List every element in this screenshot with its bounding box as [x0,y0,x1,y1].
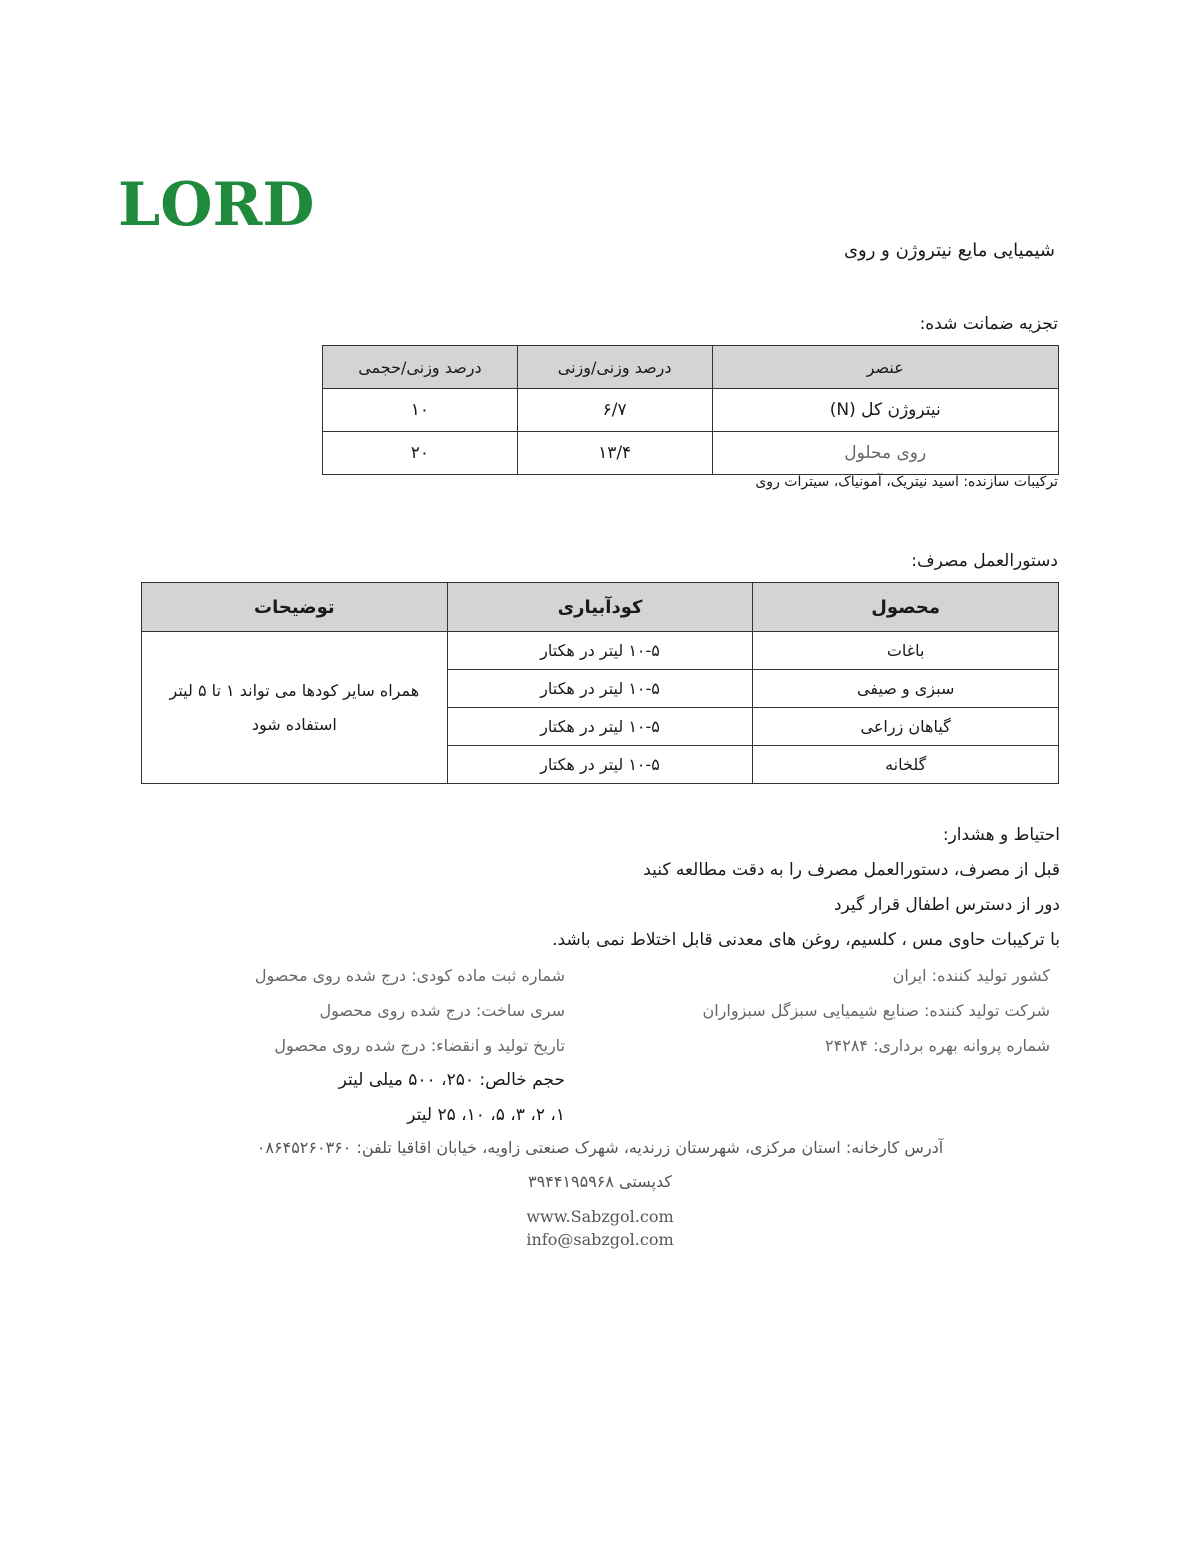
product-info [160,958,565,1133]
contact-block [0,1205,1200,1251]
table-row [323,432,1059,475]
factory-address: آدرس کارخانه: استان مرکزی، شهرستان زرندیه، شهرک صنعتی زاویه، خیابان اقاقیا تلفن: ۰۸۶۴۵۲۶۰۳۶۰ [256,1138,944,1157]
header-product: محصول [753,583,1059,632]
ingredients-note: ترکیبات سازنده: اسید نیتریک، آمونیاک، سیترات روی [755,474,1058,490]
cell-element: نیتروژن کل (N) [712,389,1059,432]
usage-heading: دستورالعمل مصرف: [911,551,1058,571]
warning-section [552,818,1060,958]
usage-table [141,582,1059,784]
lord-logo [116,170,315,240]
cell-dose: ۱۰-۵ لیتر در هکتار [447,632,753,670]
header-element: عنصر [712,346,1059,389]
table-row [323,389,1059,432]
cell-element: روی محلول [712,432,1059,475]
net-volume-line: حجم خالص: ۲۵۰، ۵۰۰ میلی لیتر [338,1070,565,1090]
batch-line: سری ساخت: درج شده روی محصول [319,1001,565,1020]
table-header-row [142,583,1059,632]
table-header-row [323,346,1059,389]
company-line: شرکت تولید کننده: صنایع شیمیایی سبزگل سبزواران [702,1001,1050,1020]
header-weight-volume: درصد وزنی/حجمی [323,346,518,389]
warning-line: با ترکیبات حاوی مس ، کلسیم، روغن های معدنی قابل اختلاط نمی باشد. [552,930,1060,950]
volume-options-line: ۱، ۲، ۳، ۵، ۱۰، ۲۵ لیتر [407,1105,565,1125]
cell-wv: ۱۰ [323,389,518,432]
license-line: شماره پروانه بهره برداری: ۲۴۲۸۴ [825,1036,1050,1055]
cell-ww: ۶/۷ [517,389,712,432]
cell-dose: ۱۰-۵ لیتر در هکتار [447,708,753,746]
analysis-heading: تجزیه ضمانت شده: [919,314,1058,334]
header-fertigation: کودآبیاری [447,583,753,632]
cell-ww: ۱۳/۴ [517,432,712,475]
table-row [142,632,1059,670]
header-description: توضیحات [142,583,448,632]
registration-line: شماره ثبت ماده کودی: درج شده روی محصول [254,966,565,985]
cell-dose: ۱۰-۵ لیتر در هکتار [447,746,753,784]
warning-line: قبل از مصرف، دستورالعمل مصرف را به دقت مطالعه کنید [643,860,1060,880]
cell-product: سبزی و صیفی [753,670,1059,708]
country-line: کشور تولید کننده: ایران [892,966,1050,985]
cell-product: گیاهان زراعی [753,708,1059,746]
cell-dose: ۱۰-۵ لیتر در هکتار [447,670,753,708]
cell-wv: ۲۰ [323,432,518,475]
warning-line: دور از دسترس اطفال قرار گیرد [833,895,1060,915]
analysis-table [322,345,1059,475]
product-title: شیمیایی مایع نیتروژن و روی [843,240,1055,261]
header-weight-weight: درصد وزنی/وزنی [517,346,712,389]
logo-text: LORD [118,170,315,240]
cell-product: گلخانه [753,746,1059,784]
cell-product: باغات [753,632,1059,670]
cell-description: همراه سایر کودها می تواند ۱ تا ۵ لیتر استفاده شود [142,632,448,784]
website-link[interactable]: www.Sabzgol.com [526,1207,674,1226]
postal-code: کدپستی ۳۹۴۴۱۹۵۹۶۸ [528,1172,672,1191]
warning-heading: احتیاط و هشدار: [942,825,1060,845]
email-link[interactable]: info@sabzgol.com [526,1230,674,1249]
date-line: تاریخ تولید و انقضاء: درج شده روی محصول [274,1036,565,1055]
producer-info [620,958,1050,1063]
